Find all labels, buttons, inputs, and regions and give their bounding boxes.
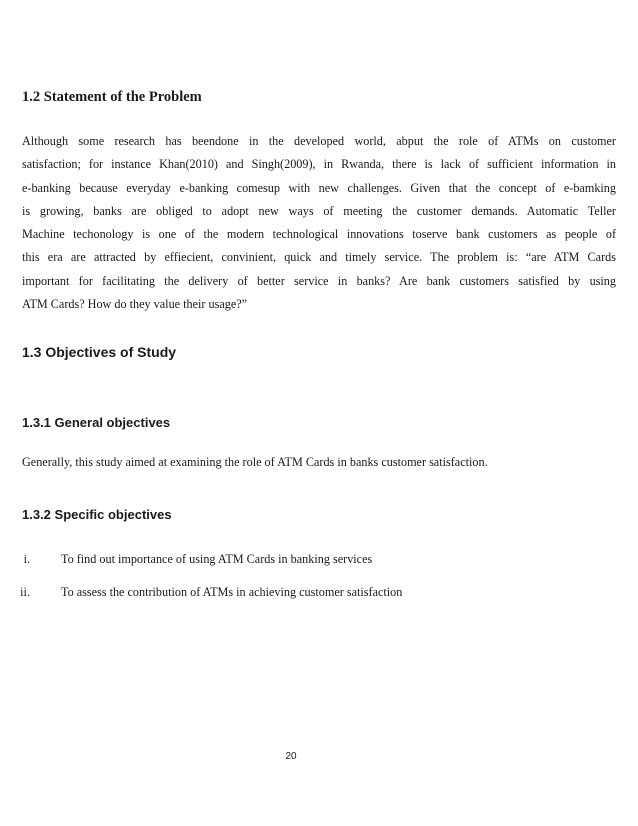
section-heading-statement-of-problem: 1.2 Statement of the Problem xyxy=(22,89,202,105)
paragraph-line: important for facilitating the delivery of better service in banks? Are bank customers satisfied by using xyxy=(22,273,616,288)
section-heading-general-objectives: 1.3.1 General objectives xyxy=(22,415,171,430)
list-marker: ii. xyxy=(20,585,30,599)
paragraph-line: ATM Cards? How do they value their usage?” xyxy=(22,297,248,312)
page-number: 20 xyxy=(285,751,297,762)
section-heading-objectives-of-study: 1.3 Objectives of Study xyxy=(22,344,177,360)
paragraph-line: Machine techonology is one of the modern technological innovations toserve bank customers as people of xyxy=(22,227,616,242)
paragraph-line: e-banking because everyday e-banking comesup with new challenges. Given that the concept of e-bamking xyxy=(22,180,616,195)
paragraph-line: this era are attracted by effiecient, convinient, quick and timely service. The problem is: “are ATM Cards xyxy=(22,250,616,265)
list-item xyxy=(0,552,600,570)
section-heading-specific-objectives: 1.3.2 Specific objectives xyxy=(22,507,172,522)
list-item xyxy=(0,585,600,603)
list-item-text: To find out importance of using ATM Cards in banking services xyxy=(61,552,373,566)
paragraph-line: satisfaction; for instance Khan(2010) and Singh(2009), in Rwanda, there is lack of sufficient information in xyxy=(22,157,616,172)
problem-statement-paragraph xyxy=(22,130,616,316)
general-objectives-text: Generally, this study aimed at examining the role of ATM Cards in banks customer satisfaction. xyxy=(22,455,488,469)
list-marker: i. xyxy=(23,552,30,566)
paragraph-line: Although some research has beendone in the developed world, abput the role of ATMs on customer xyxy=(22,134,616,148)
paragraph-line: is growing, banks are obliged to adopt new ways of meeting the customer demands. Automatic Teller xyxy=(22,203,616,218)
list-item-text: To assess the contribution of ATMs in achieving customer satisfaction xyxy=(61,585,403,599)
